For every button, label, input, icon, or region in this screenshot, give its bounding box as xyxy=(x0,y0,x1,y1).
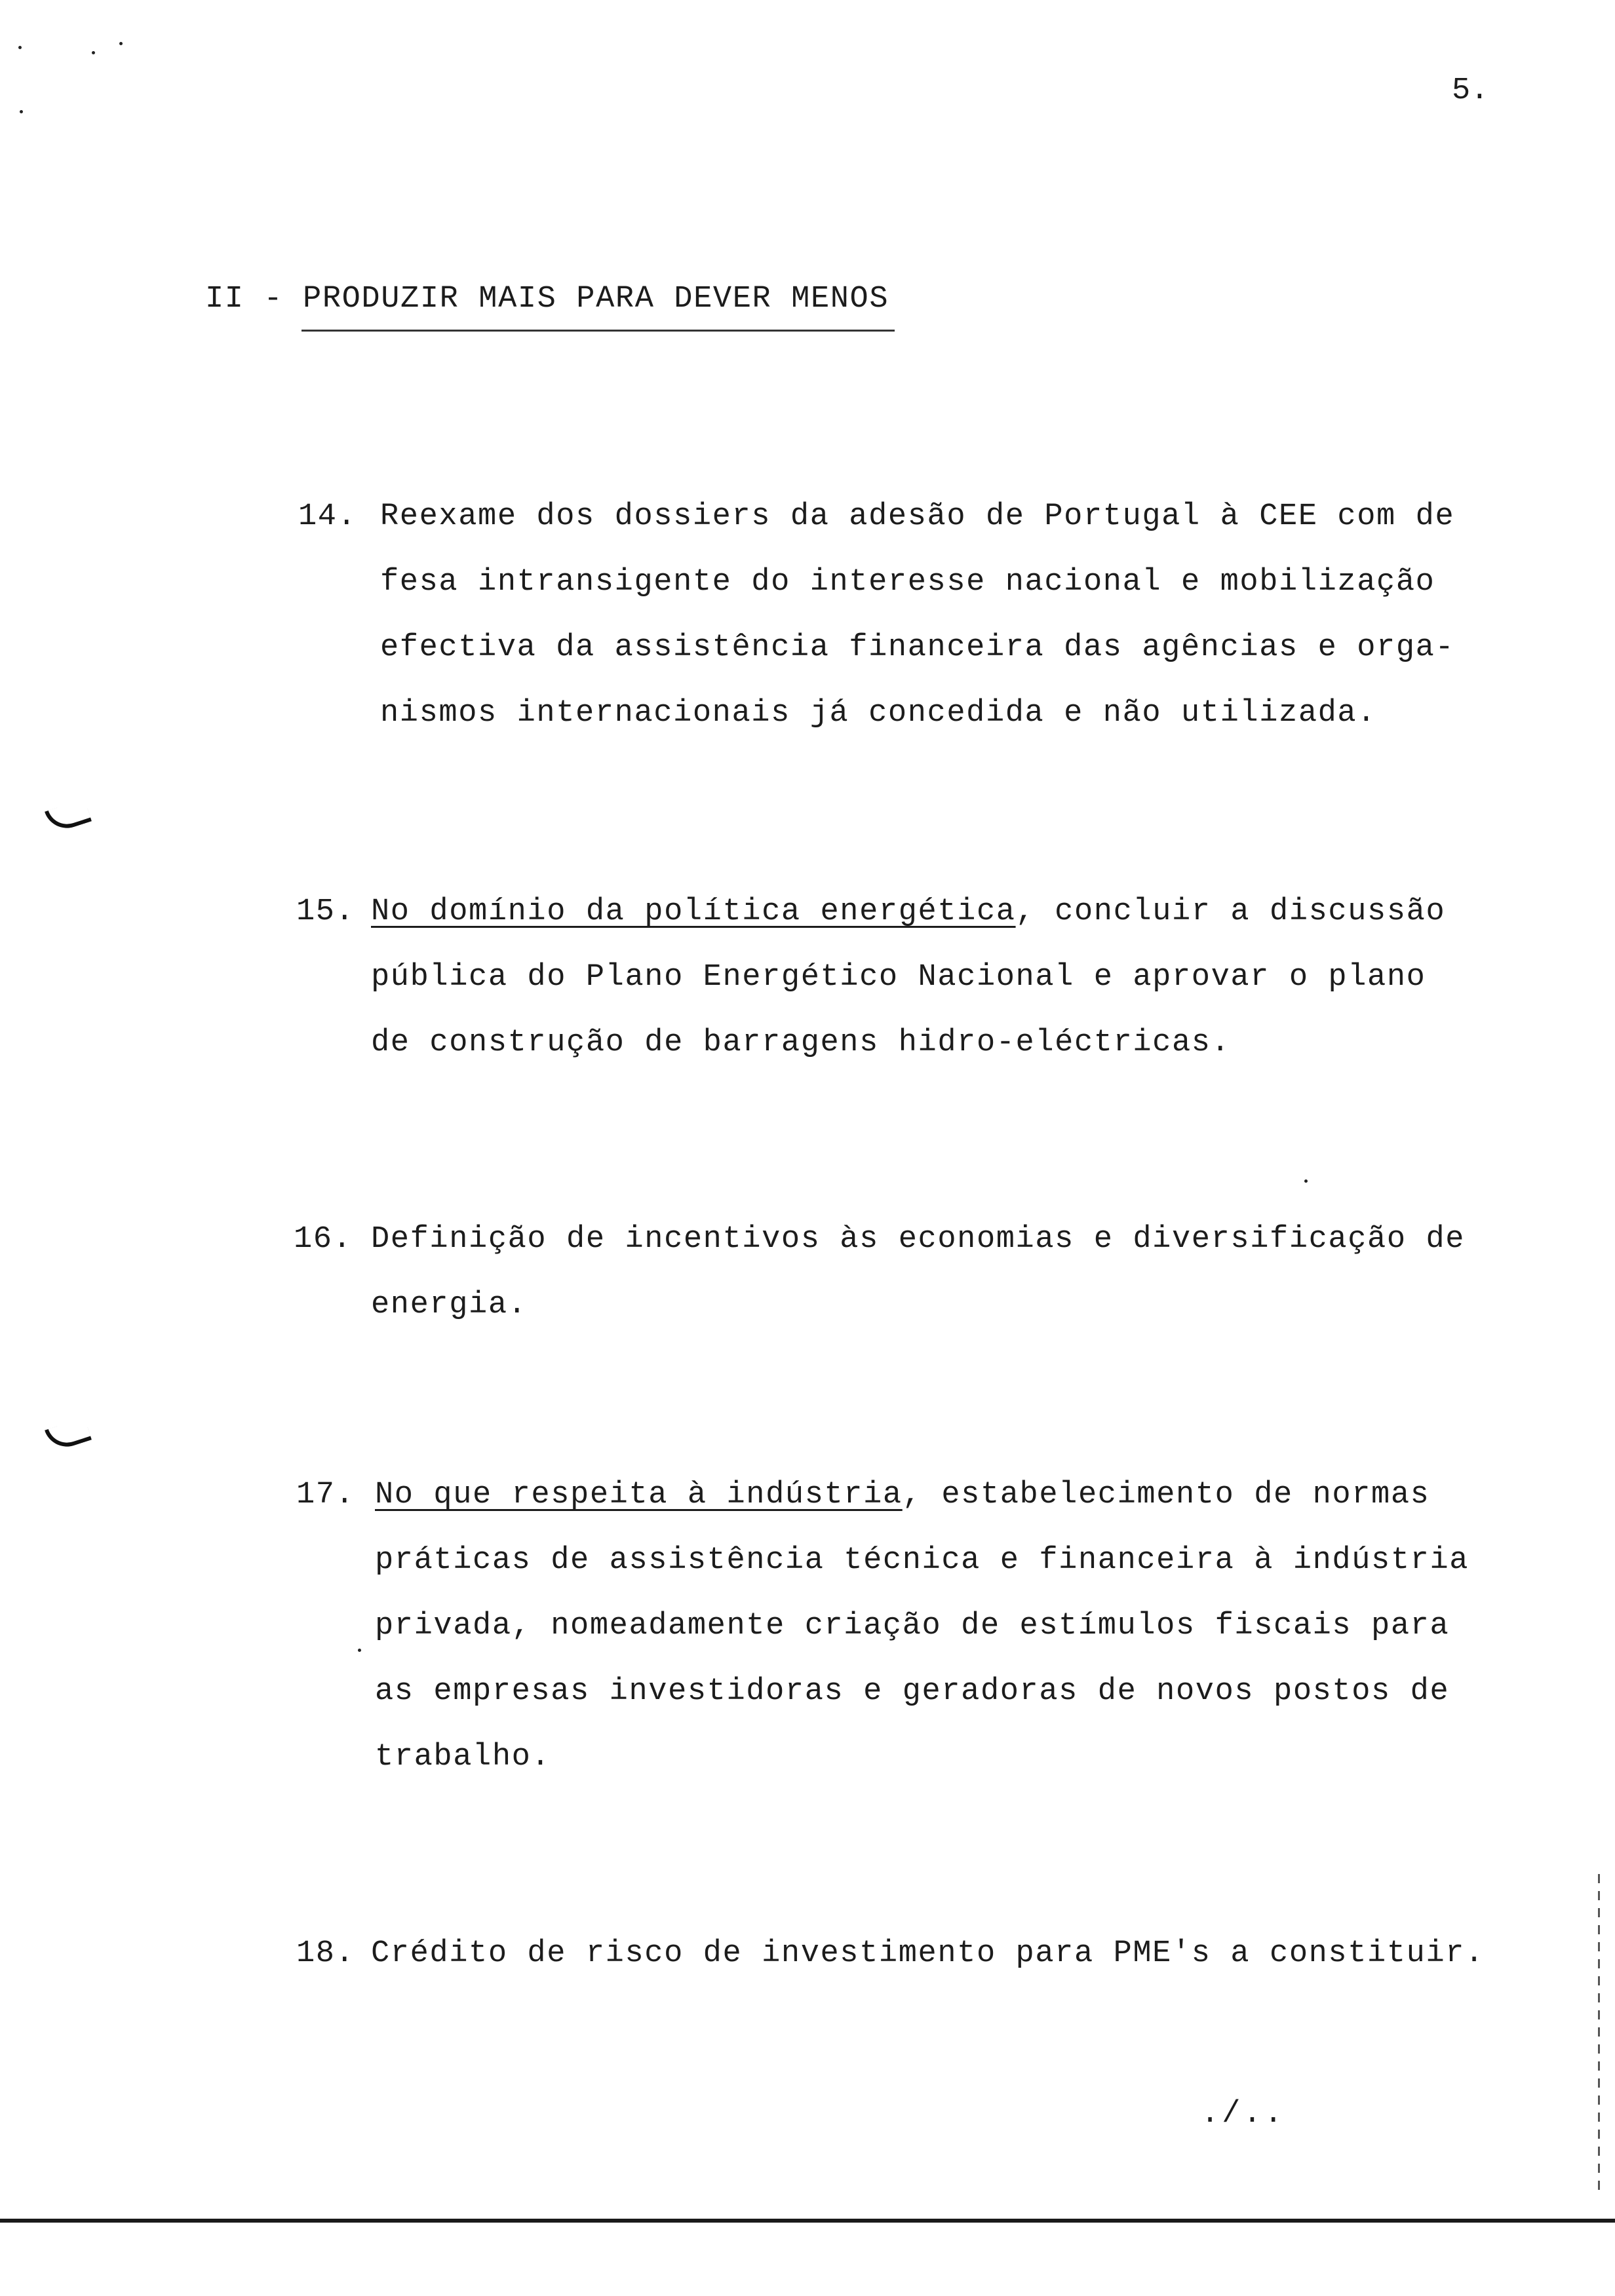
item-17-line-1-rest: , estabelecimento de normas xyxy=(902,1478,1430,1512)
section-title: II - PRODUZIR MAIS PARA DEVER MENOS xyxy=(205,282,889,316)
bottom-rule xyxy=(0,2219,1615,2223)
item-17-line-4: as empresas investidoras e geradoras de novos postos de xyxy=(375,1674,1450,1709)
scan-speck xyxy=(119,42,123,45)
item-15-line-3: de construção de barragens hidro-eléctricas. xyxy=(371,1025,1231,1060)
item-14-line-1: Reexame dos dossiers da adesão de Portugal à CEE com de xyxy=(380,499,1455,534)
item-number-18: 18. xyxy=(296,1936,355,1971)
item-number-16: 16. xyxy=(294,1222,353,1257)
item-number-15: 15. xyxy=(296,894,355,929)
item-14-line-2: fesa intransigente do interesse nacional e mobilização xyxy=(380,565,1435,600)
item-16-line-2: energia. xyxy=(371,1288,528,1322)
scan-speck xyxy=(1304,1179,1308,1183)
item-number-14: 14. xyxy=(298,499,357,534)
scan-speck xyxy=(92,51,95,54)
item-15-underlined-heading: No domínio da política energética xyxy=(371,894,1016,929)
checkmark-icon xyxy=(45,1417,92,1453)
item-15-line-1 xyxy=(371,894,1445,929)
title-underline xyxy=(302,330,895,332)
item-17-line-5: trabalho. xyxy=(375,1740,551,1774)
item-17-line-3: privada, nomeadamente criação de estímulos fiscais para xyxy=(375,1609,1450,1643)
item-17-line-1 xyxy=(375,1478,1430,1512)
scan-speck xyxy=(20,110,23,113)
page-number: 5. xyxy=(1452,73,1489,108)
item-17-line-2: práticas de assistência técnica e financeira à indústria xyxy=(375,1543,1469,1578)
scan-speck xyxy=(18,46,22,49)
item-16-line-1: Definição de incentivos às economias e diversificação de xyxy=(371,1222,1466,1257)
item-number-17: 17. xyxy=(296,1478,355,1512)
item-15-line-2: pública do Plano Energético Nacional e aprovar o plano xyxy=(371,960,1426,995)
scan-speck xyxy=(358,1649,361,1652)
continuation-mark: ./.. xyxy=(1201,2097,1285,2132)
item-15-line-1-rest: , concluir a discussão xyxy=(1015,894,1446,929)
item-14-line-3: efectiva da assistência financeira das agências e orga- xyxy=(380,630,1455,665)
item-14-line-4: nismos internacionais já concedida e não utilizada. xyxy=(380,696,1377,731)
item-17-underlined-heading: No que respeita à indústria xyxy=(375,1478,903,1512)
checkmark-icon xyxy=(45,799,92,834)
item-18-line-1: Crédito de risco de investimento para PME's a constituir. xyxy=(371,1936,1485,1971)
scan-edge-line xyxy=(1598,1874,1600,2195)
